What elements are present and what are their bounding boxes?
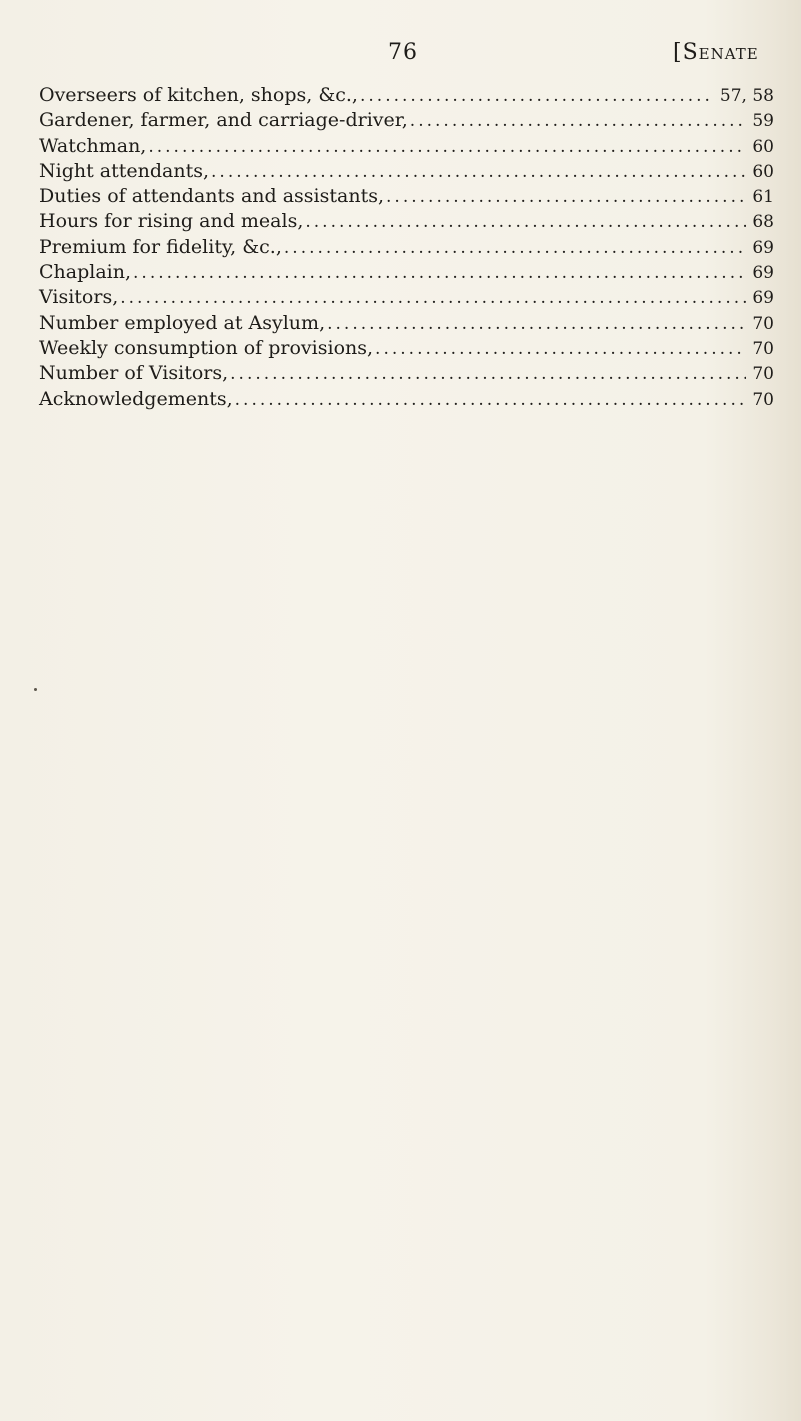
toc-entry (39, 260, 774, 285)
toc-entry-page: 70 (752, 364, 774, 385)
toc-entry (39, 311, 774, 336)
toc-entry-title: Number of Visitors, (39, 362, 229, 385)
toc-entry-title: Visitors, (39, 286, 119, 309)
toc-entry-page: 68 (752, 212, 774, 233)
toc-entry (39, 336, 774, 361)
dot-leader (305, 210, 746, 235)
dot-leader (410, 109, 747, 134)
toc-entry-page: 60 (752, 136, 774, 157)
dot-leader (284, 236, 746, 261)
toc-entry (39, 108, 774, 133)
dot-leader (386, 185, 746, 210)
dot-leader (230, 362, 746, 387)
toc-entry-title: Weekly consumption of provisions, (39, 336, 374, 359)
toc-entry-title: Duties of attendants and assistants, (39, 185, 385, 208)
toc-entry-title: Overseers of kitchen, shops, &c., (39, 84, 358, 106)
toc-entry (39, 285, 774, 310)
toc-entry-title: Premium for fidelity, &c., (39, 235, 282, 258)
table-of-contents (39, 83, 774, 412)
toc-entry-title: Acknowledgements, (39, 387, 233, 410)
toc-entry-page: 69 (752, 237, 774, 258)
ink-speck (34, 688, 37, 691)
toc-entry (39, 83, 774, 108)
dot-leader (133, 261, 746, 286)
toc-entry (39, 209, 774, 234)
toc-entry-title: Watchman, (39, 134, 147, 157)
toc-entry-page: 57, 58 (719, 86, 774, 106)
toc-entry-title: Hours for rising and meals, (39, 210, 304, 233)
toc-entry-page: 59 (752, 111, 774, 132)
toc-entry-page: 70 (752, 338, 774, 359)
toc-entry-page: 70 (752, 389, 774, 410)
dot-leader (211, 160, 746, 185)
dot-leader (148, 135, 746, 160)
dot-leader (327, 312, 746, 337)
toc-entry-title: Night attendants, (39, 159, 210, 182)
toc-entry (39, 361, 774, 386)
toc-entry-page: 70 (752, 313, 774, 334)
running-head: [Senate (673, 40, 759, 65)
toc-entry-title: Chaplain, (39, 261, 132, 284)
toc-entry-title: Gardener, farmer, and carriage-driver, (39, 109, 408, 132)
page-header (0, 38, 801, 72)
toc-entry (39, 134, 774, 159)
page-number: 76 (388, 40, 418, 65)
toc-entry-page: 60 (752, 161, 774, 182)
toc-entry (39, 159, 774, 184)
toc-entry (39, 184, 774, 209)
toc-entry-page: 69 (752, 288, 774, 309)
toc-entry (39, 387, 774, 412)
dot-leader (375, 337, 746, 362)
dot-leader (120, 286, 746, 311)
toc-entry-page: 61 (752, 187, 774, 208)
toc-entry-title: Number employed at Asylum, (39, 311, 326, 334)
dot-leader (235, 388, 747, 413)
toc-entry-page: 69 (752, 263, 774, 284)
dot-leader (360, 84, 714, 109)
toc-entry (39, 235, 774, 260)
